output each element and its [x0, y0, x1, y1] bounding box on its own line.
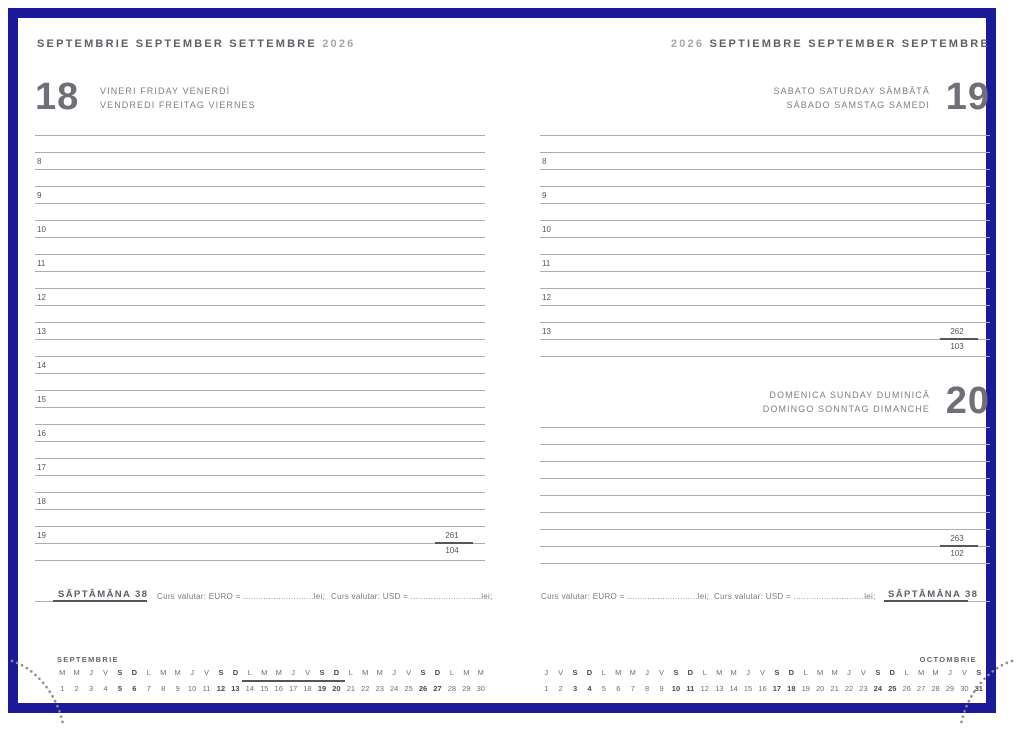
- cal-day-number: 2: [74, 684, 79, 693]
- cal-day-letter: M: [59, 668, 66, 677]
- cal-day-letter: M: [73, 668, 80, 677]
- cal-day-number: 2: [558, 684, 563, 693]
- cal-day-number: 21: [346, 684, 356, 693]
- rule-line: [35, 254, 485, 255]
- rule-line: [35, 356, 485, 357]
- cal-day-number: 17: [288, 684, 298, 693]
- cal-day-letter: M: [817, 668, 824, 677]
- days-remaining: 103: [950, 342, 964, 351]
- rule-line: [540, 322, 990, 323]
- week-rule-right: [968, 601, 990, 602]
- cal-day-letter: D: [333, 668, 340, 677]
- rule-line: [540, 563, 990, 564]
- currency-usd-right: Curs valutar: USD = ............................lei;: [714, 592, 876, 601]
- rule-line: [35, 135, 485, 136]
- mini-cal-october: [539, 668, 986, 696]
- currency-euro-left: Curs valutar: EURO = ............................lei;: [157, 592, 326, 601]
- day-names-18-line2: VENDREDI FREITAG VIERNES: [100, 100, 256, 110]
- cal-day-number: 23: [375, 684, 384, 693]
- cal-day-letter: M: [160, 668, 167, 677]
- rule-line: [35, 509, 485, 510]
- cal-day-number: 20: [332, 684, 341, 693]
- corner-perforation-right-icon: [948, 652, 1014, 730]
- cal-day-number: 3: [572, 684, 578, 693]
- days-remaining: 102: [950, 549, 964, 558]
- day-of-year-divider: [940, 338, 978, 340]
- rule-line: [540, 271, 990, 272]
- rule-line: [540, 203, 990, 204]
- cal-day-letter: J: [746, 668, 750, 677]
- cal-day-letter: S: [218, 668, 224, 677]
- cal-day-number: 25: [888, 684, 897, 693]
- cal-day-letter: M: [716, 668, 723, 677]
- year-left: 2026: [322, 38, 356, 50]
- cal-day-number: 13: [231, 684, 240, 693]
- month-header-right-text: SEPTIEMBRE SEPTEMBER SEPTEMBRE: [709, 38, 990, 50]
- cal-day-number: 29: [945, 684, 955, 693]
- rule-line: [35, 475, 485, 476]
- rule-line: [35, 271, 485, 272]
- cal-day-number: 12: [216, 684, 226, 693]
- days-remaining: 104: [445, 546, 459, 555]
- cal-day-letter: J: [645, 668, 649, 677]
- cal-day-number: 16: [274, 684, 283, 693]
- mini-cal-title-october: OCTOMBRIE: [919, 655, 977, 664]
- hour-label: 10: [542, 225, 551, 234]
- cal-day-number: 13: [715, 684, 724, 693]
- hour-label: 8: [37, 157, 42, 166]
- cal-day-number: 7: [630, 684, 635, 693]
- rule-line: [540, 529, 990, 530]
- cal-day-letter: L: [449, 668, 454, 677]
- hour-label: 19: [37, 531, 46, 540]
- rule-line: [540, 152, 990, 153]
- day-of-year-divider: [940, 545, 978, 547]
- day-number-19: 19: [945, 76, 990, 118]
- rule-line: [35, 186, 485, 187]
- currency-euro-right: Curs valutar: EURO = ............................lei;: [541, 592, 710, 601]
- rule-line: [540, 546, 990, 547]
- cal-day-letter: V: [659, 668, 665, 677]
- cal-day-letter: D: [889, 668, 895, 677]
- cal-day-letter: V: [204, 668, 210, 677]
- cal-day-number: 18: [787, 684, 796, 693]
- cal-day-letter: J: [291, 668, 295, 677]
- rule-line: [540, 169, 990, 170]
- hour-label: 11: [542, 259, 551, 268]
- cal-day-number: 27: [916, 684, 926, 693]
- cal-day-letter: V: [860, 668, 866, 677]
- cal-day-number: 25: [404, 684, 413, 693]
- day-names-20-line2: DOMINGO SONNTAG DIMANCHE: [762, 404, 930, 414]
- cal-day-number: 5: [601, 684, 606, 693]
- cal-day-letter: D: [232, 668, 239, 677]
- cal-day-number: 11: [686, 684, 695, 693]
- day-names-19-line1: SABATO SATURDAY SÂMBĂTĂ: [773, 86, 930, 96]
- cal-day-number: 5: [117, 684, 123, 693]
- cal-day-letter: V: [759, 668, 765, 677]
- hour-label: 8: [542, 157, 547, 166]
- cal-day-number: 12: [700, 684, 709, 693]
- rule-line: [35, 492, 485, 493]
- cal-day-letter: M: [376, 668, 383, 677]
- hour-label: 16: [37, 429, 46, 438]
- cal-day-number: 26: [418, 684, 428, 693]
- cal-day-letter: S: [875, 668, 881, 677]
- cal-day-letter: L: [904, 668, 909, 677]
- cal-day-letter: D: [586, 668, 593, 677]
- cal-day-letter: L: [601, 668, 606, 677]
- cal-day-number: 28: [931, 684, 940, 693]
- hour-label: 11: [37, 259, 46, 268]
- cal-day-number: 9: [175, 684, 180, 693]
- cal-day-letter: D: [687, 668, 694, 677]
- hour-label: 13: [37, 327, 46, 336]
- rule-line: [35, 220, 485, 221]
- hour-label: 17: [37, 463, 46, 472]
- mini-cal-title-september: SEPTEMBRIE: [57, 655, 119, 664]
- cal-day-number: 11: [202, 684, 211, 693]
- rule-line: [35, 152, 485, 153]
- cal-day-letter: L: [146, 668, 151, 677]
- rule-line: [35, 407, 485, 408]
- cal-day-number: 7: [146, 684, 151, 693]
- cal-day-letter: M: [629, 668, 636, 677]
- hour-label: 14: [37, 361, 46, 370]
- rule-line: [540, 461, 990, 462]
- cal-day-number: 6: [616, 684, 621, 693]
- rule-line: [35, 526, 485, 527]
- cal-day-number: 1: [544, 684, 549, 693]
- cal-day-letter: S: [572, 668, 578, 677]
- day-of-year: 262: [950, 327, 964, 336]
- cal-day-letter: M: [477, 668, 484, 677]
- week-label-right: SĂPTĂMÂNA 38: [888, 589, 979, 600]
- rule-line: [35, 560, 485, 561]
- cal-day-number: 23: [859, 684, 868, 693]
- rule-line: [540, 237, 990, 238]
- cal-day-letter: V: [406, 668, 412, 677]
- cal-day-letter: M: [730, 668, 737, 677]
- cal-day-letter: M: [615, 668, 622, 677]
- rule-line: [35, 305, 485, 306]
- cal-day-letter: D: [131, 668, 138, 677]
- cal-day-number: 22: [361, 684, 370, 693]
- rule-line: [540, 444, 990, 445]
- schedule-day19: [540, 135, 990, 361]
- cal-day-letter: M: [275, 668, 282, 677]
- cal-day-letter: J: [190, 668, 194, 677]
- cal-day-letter: J: [948, 668, 952, 677]
- cal-day-number: 30: [476, 684, 485, 693]
- day-number-20: 20: [945, 380, 990, 422]
- day-of-year: 263: [950, 534, 964, 543]
- cal-day-letter: J: [392, 668, 397, 677]
- cal-day-letter: J: [847, 668, 851, 677]
- current-week-underline: [242, 680, 345, 682]
- rule-line: [540, 495, 990, 496]
- year-right: 2026: [670, 38, 705, 50]
- cal-day-number: 24: [873, 684, 883, 693]
- cal-day-number: 15: [743, 684, 753, 693]
- month-header-left-text: SEPTEMBRIE SEPTEMBER SETTEMBRE: [37, 38, 317, 50]
- rule-line: [540, 478, 990, 479]
- cal-day-letter: S: [117, 668, 123, 677]
- cal-day-letter: L: [702, 668, 707, 677]
- hour-label: 18: [37, 497, 46, 506]
- cal-day-number: 4: [103, 684, 108, 693]
- mini-cal-september: [55, 668, 488, 696]
- cal-day-number: 28: [447, 684, 457, 693]
- cal-day-number: 10: [187, 684, 197, 693]
- hour-label: 15: [37, 395, 46, 404]
- cal-day-letter: M: [831, 668, 838, 677]
- hour-label: 9: [37, 191, 42, 200]
- cal-day-letter: M: [362, 668, 369, 677]
- schedule-day20: [540, 427, 990, 569]
- cal-day-number: 18: [303, 684, 312, 693]
- cal-day-number: 15: [260, 684, 269, 693]
- cal-day-letter: S: [420, 668, 426, 677]
- cal-day-number: 19: [801, 684, 810, 693]
- cal-day-number: 8: [161, 684, 166, 693]
- cal-day-number: 3: [88, 684, 94, 693]
- hour-label: 13: [542, 327, 551, 336]
- day-number-18: 18: [35, 76, 80, 118]
- rule-line: [540, 186, 990, 187]
- cal-day-number: 22: [844, 684, 854, 693]
- cal-day-number: 21: [830, 684, 839, 693]
- day-of-year: 261: [445, 531, 459, 540]
- cal-day-letter: V: [103, 668, 109, 677]
- cal-day-number: 24: [389, 684, 399, 693]
- day-names-19-line2: SÁBADO SAMSTAG SAMEDI: [786, 100, 930, 110]
- cal-day-number: 20: [815, 684, 825, 693]
- cal-day-number: 19: [317, 684, 327, 693]
- cal-day-letter: L: [803, 668, 808, 677]
- week-underline-left: [53, 600, 147, 602]
- day-names-18: [100, 84, 256, 112]
- cal-day-letter: S: [319, 668, 325, 677]
- cal-day-letter: L: [247, 668, 252, 677]
- rule-line: [35, 441, 485, 442]
- cal-day-number: 1: [60, 684, 65, 693]
- rule-line: [540, 220, 990, 221]
- rule-line: [35, 458, 485, 459]
- rule-line: [540, 135, 990, 136]
- month-header-left: [37, 38, 355, 50]
- cal-day-letter: J: [89, 668, 93, 677]
- cal-day-number: 6: [132, 684, 137, 693]
- rule-line: [35, 339, 485, 340]
- rule-line: [35, 322, 485, 323]
- week-rule-left: [35, 601, 53, 602]
- cal-day-number: 10: [671, 684, 681, 693]
- rule-line: [540, 427, 990, 428]
- cal-day-letter: M: [463, 668, 470, 677]
- rule-line: [540, 339, 990, 340]
- hour-label: 9: [542, 191, 547, 200]
- schedule-day18: [35, 135, 485, 565]
- rule-line: [540, 356, 990, 357]
- cal-day-letter: M: [932, 668, 939, 677]
- cal-day-letter: S: [774, 668, 780, 677]
- week-label-left: SĂPTĂMÂNA 38: [58, 589, 149, 600]
- cal-day-letter: D: [788, 668, 795, 677]
- cal-day-number: 29: [462, 684, 471, 693]
- cal-day-letter: M: [174, 668, 181, 677]
- rule-line: [35, 543, 485, 544]
- day-names-18-line1: VINERI FRIDAY VENERDÌ: [100, 86, 231, 96]
- cal-day-letter: S: [976, 668, 982, 677]
- currency-usd-left: Curs valutar: USD = ............................lei;: [331, 592, 493, 601]
- cal-day-number: 14: [245, 684, 254, 693]
- cal-day-number: 9: [659, 684, 664, 693]
- cal-day-letter: M: [917, 668, 925, 677]
- rule-line: [540, 512, 990, 513]
- cal-day-number: 14: [729, 684, 738, 693]
- cal-day-letter: M: [261, 668, 268, 677]
- day-names-20: [763, 388, 930, 416]
- cal-day-letter: S: [673, 668, 679, 677]
- hour-label: 12: [37, 293, 46, 302]
- rule-line: [35, 390, 485, 391]
- rule-line: [540, 254, 990, 255]
- cal-day-letter: J: [544, 668, 549, 677]
- cal-day-number: 31: [974, 684, 983, 693]
- rule-line: [35, 424, 485, 425]
- rule-line: [540, 288, 990, 289]
- day-names-19: [774, 84, 931, 112]
- hour-label: 12: [542, 293, 551, 302]
- month-header-right: [671, 38, 990, 50]
- cal-day-letter: V: [305, 668, 311, 677]
- cal-day-number: 16: [758, 684, 767, 693]
- day-names-20-line1: DOMENICA SUNDAY DUMINICĂ: [769, 390, 930, 400]
- cal-day-number: 30: [960, 684, 969, 693]
- week-underline-right: [884, 600, 968, 602]
- rule-line: [35, 373, 485, 374]
- day-of-year-divider: [435, 542, 473, 544]
- corner-perforation-left-icon: [10, 652, 76, 730]
- cal-day-number: 4: [587, 684, 592, 693]
- rule-line: [540, 305, 990, 306]
- rule-line: [35, 169, 485, 170]
- cal-day-letter: V: [961, 668, 967, 677]
- rule-line: [35, 288, 485, 289]
- cal-day-letter: L: [348, 668, 353, 677]
- cal-day-number: 27: [433, 684, 442, 693]
- rule-line: [35, 237, 485, 238]
- cal-day-number: 8: [645, 684, 650, 693]
- cal-day-letter: D: [434, 668, 441, 677]
- cal-day-letter: V: [558, 668, 564, 677]
- hour-label: 10: [37, 225, 46, 234]
- rule-line: [35, 203, 485, 204]
- cal-day-number: 17: [772, 684, 782, 693]
- cal-day-number: 26: [902, 684, 911, 693]
